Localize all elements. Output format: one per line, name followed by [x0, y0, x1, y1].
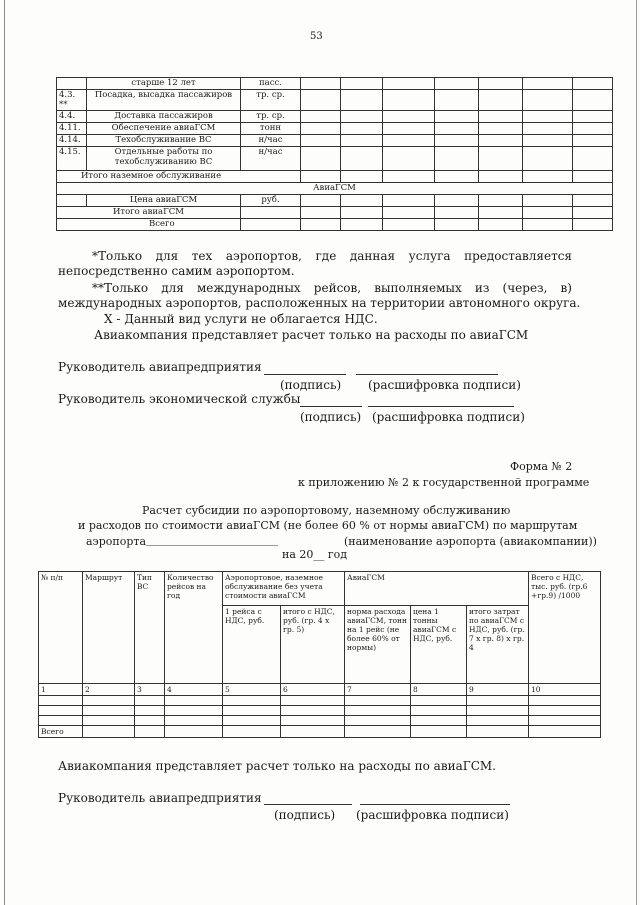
col-header-fuel-norm: норма расхода авиаГСМ, тонн на 1 рейс (не более 60% от нормы) [345, 606, 411, 684]
signature-line [264, 374, 346, 375]
col-number: 6 [281, 684, 345, 696]
col-number: 9 [467, 684, 529, 696]
table-row [57, 183, 613, 195]
scan-edge-left [4, 0, 5, 905]
column-numbers-row [39, 684, 601, 696]
subsidy-table [38, 571, 601, 738]
col-number: 3 [135, 684, 165, 696]
row-num: 4.4. [57, 111, 87, 123]
row-unit: н/час [241, 135, 301, 147]
row-unit: пасс. [241, 78, 301, 90]
col-number: 8 [411, 684, 467, 696]
decoding-line [360, 804, 510, 805]
row-num: 4.3. ** [57, 90, 87, 111]
total-fuel-label: Итого авиаГСМ [57, 207, 241, 219]
row-num [57, 78, 87, 90]
head-label: Руководитель авиапредприятия [58, 360, 262, 374]
fuel-section-header: АвиаГСМ [57, 183, 613, 195]
note-4: Авиакомпания представляет расчет только на расходы по авиаГСМ [94, 328, 529, 342]
airport-hint: (наименование аэропорта (авиакомпании)) [344, 535, 597, 548]
table-row [57, 135, 613, 147]
table-row [57, 219, 613, 231]
table-row [57, 78, 613, 90]
total-label: Всего [39, 726, 83, 738]
year-line: на 20__ год [282, 548, 348, 561]
row-unit: тонн [241, 123, 301, 135]
row-num: 4.15. [57, 147, 87, 171]
col-number: 10 [529, 684, 601, 696]
form-label: Форма № 2 [510, 460, 573, 473]
col-header-num: № п/п [39, 572, 83, 684]
table-row [57, 111, 613, 123]
col-number: 5 [223, 684, 281, 696]
airport-label: аэропорта [86, 535, 147, 548]
header-row [39, 572, 601, 606]
row-name: Посадка, высадка пассажиров [87, 90, 241, 111]
econ-label: Руководитель экономической службы [58, 392, 301, 406]
col-header-aircraft-type: Тип ВС [135, 572, 165, 684]
total-ground-label: Итого наземное обслуживание [57, 171, 301, 183]
table-row [39, 716, 601, 726]
decoding-caption: (расшифровка подписи) [372, 410, 525, 424]
signature-line [300, 406, 362, 407]
col-header-fuel-total: итого затрат по авиаГСМ с НДС, руб. (гр. 7 х гр. 8) х гр. 4 [467, 606, 529, 684]
table-row [57, 90, 613, 111]
closing-head-label: Руководитель авиапредприятия [58, 791, 262, 805]
closing-note: Авиакомпания представляет расчет только на расходы по авиаГСМ. [58, 759, 496, 773]
note-2-line1: **Только для международных рейсов, выполняемых из (через, в) [92, 281, 572, 295]
table-row [57, 123, 613, 135]
note-3: Х - Данный вид услуги не облагается НДС. [104, 312, 378, 326]
grand-total-label: Всего [57, 219, 241, 231]
form-title-line1: Расчет субсидии по аэропортовому, наземному обслуживанию [142, 504, 511, 517]
fuel-price-label: Цена авиаГСМ [87, 195, 241, 207]
scan-edge-right [636, 0, 637, 905]
col-header-fuel-group: АвиаГСМ [345, 572, 529, 606]
form-title-line2: и расходов по стоимости авиаГСМ (не более 60 % от нормы авиаГСМ) по маршрутам [78, 519, 578, 532]
col-header-route: Маршрут [83, 572, 135, 684]
page-number: 53 [310, 31, 323, 42]
services-table [56, 77, 613, 231]
signature-caption: (подпись) [300, 410, 362, 424]
row-name: Обеспечение авиаГСМ [87, 123, 241, 135]
col-header-per-flight: 1 рейса с НДС, руб. [223, 606, 281, 684]
closing-signature-caption: (подпись) [274, 808, 336, 822]
row-unit: н/час [241, 147, 301, 171]
row-name: Доставка пассажиров [87, 111, 241, 123]
col-header-price-per-ton: цена 1 тонны авиаГСМ с НДС, руб. [411, 606, 467, 684]
col-number: 1 [39, 684, 83, 696]
col-number: 2 [83, 684, 135, 696]
total-row [39, 726, 601, 738]
table-row [57, 171, 613, 183]
col-number: 4 [165, 684, 223, 696]
signature-caption: (подпись) [280, 378, 342, 392]
row-name: старше 12 лет [87, 78, 241, 90]
row-unit: тр. ср. [241, 111, 301, 123]
decoding-line [368, 406, 514, 407]
airport-blank: ________________________ [146, 533, 278, 546]
note-1-line1: *Только для тех аэропортов, где данная услуга предоставляется [92, 249, 572, 263]
decoding-caption: (расшифровка подписи) [368, 378, 521, 392]
row-name: Техобслуживание ВС [87, 135, 241, 147]
note-1-line2: непосредственно самим аэропортом. [58, 264, 295, 278]
fuel-price-unit: руб. [241, 195, 301, 207]
col-header-airport-group: Аэропортовое, наземное обслуживание без учета стоимости авиаГСМ [223, 572, 345, 606]
note-2-line2: международных аэропортов, расположенных на территории автономного округа. [58, 296, 581, 310]
signature-line [264, 804, 352, 805]
decoding-line [356, 374, 498, 375]
row-num: 4.14. [57, 135, 87, 147]
col-number: 7 [345, 684, 411, 696]
table-row [39, 696, 601, 706]
table-row [39, 706, 601, 716]
appendix-label: к приложению № 2 к государственной программе [298, 476, 590, 489]
col-header-flights: Количество рейсов на год [165, 572, 223, 684]
row-unit: тр. ср. [241, 90, 301, 111]
table-row [57, 207, 613, 219]
col-header-grand-total: Всего с НДС, тыс. руб. (гр.6 +гр.9) /1000 [529, 572, 601, 684]
row-name: Отдельные работы по техобслуживанию ВС [87, 147, 241, 171]
table-row [57, 147, 613, 171]
row-num: 4.11. [57, 123, 87, 135]
closing-decoding-caption: (расшифровка подписи) [356, 808, 509, 822]
col-header-total-vat: итого с НДС, руб. (гр. 4 х гр. 5) [281, 606, 345, 684]
table-row [57, 195, 613, 207]
